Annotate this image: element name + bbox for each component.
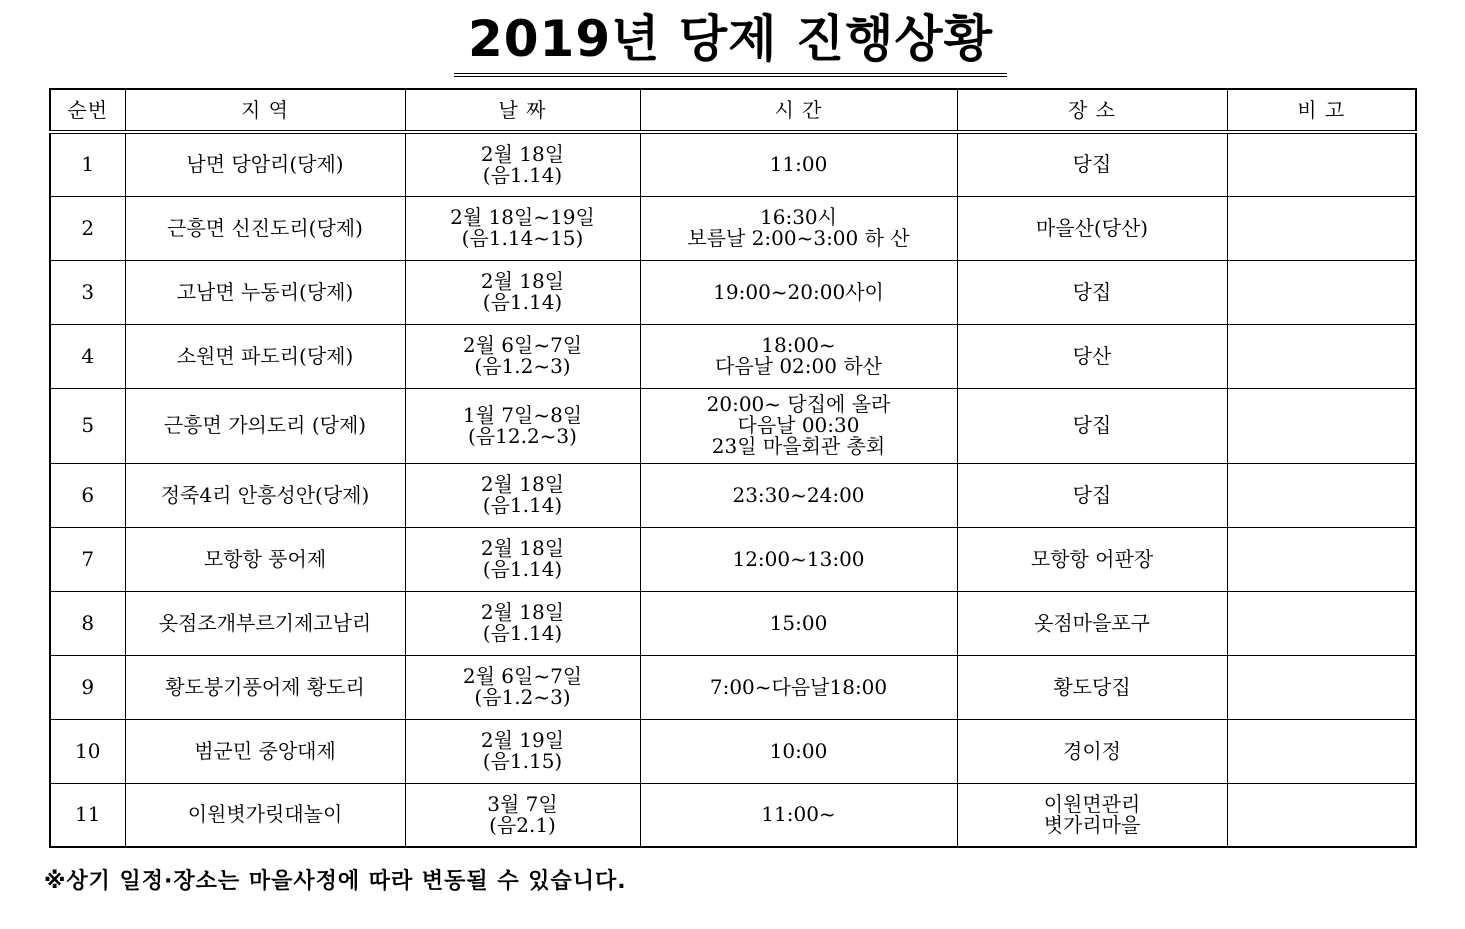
cell-place: 마을산(당산): [957, 196, 1227, 260]
cell-note: [1227, 324, 1416, 388]
cell-note: [1227, 783, 1416, 847]
table-row: [50, 260, 1416, 324]
cell-note: [1227, 591, 1416, 655]
cell-place: 옷점마을포구: [957, 591, 1227, 655]
cell-date: 2월 6일~7일 (음1.2~3): [405, 655, 640, 719]
table-header: [50, 89, 1416, 132]
table-row: [50, 591, 1416, 655]
header-no: 순번: [50, 89, 125, 132]
cell-region: 근흥면 신진도리(당제): [125, 196, 405, 260]
cell-no: 10: [50, 719, 125, 783]
cell-no: 4: [50, 324, 125, 388]
cell-region: 옷점조개부르기제고남리: [125, 591, 405, 655]
cell-place: 경이정: [957, 719, 1227, 783]
cell-place: 당집: [957, 132, 1227, 196]
table-row: [50, 783, 1416, 847]
title-container: [0, 8, 1465, 77]
cell-date: 2월 18일 (음1.14): [405, 260, 640, 324]
cell-date: 2월 18일~19일 (음1.14~15): [405, 196, 640, 260]
cell-time: 16:30시 보름날 2:00~3:00 하 산: [640, 196, 957, 260]
cell-region: 황도붕기풍어제 황도리: [125, 655, 405, 719]
cell-date: 2월 19일 (음1.15): [405, 719, 640, 783]
cell-time: 10:00: [640, 719, 957, 783]
cell-region: 정죽4리 안흥성안(당제): [125, 463, 405, 527]
cell-time: 19:00~20:00사이: [640, 260, 957, 324]
cell-note: [1227, 463, 1416, 527]
table-body: [50, 132, 1416, 847]
cell-no: 1: [50, 132, 125, 196]
header-row: [50, 89, 1416, 132]
table-row: [50, 527, 1416, 591]
cell-no: 2: [50, 196, 125, 260]
cell-no: 6: [50, 463, 125, 527]
cell-region: 남면 당암리(당제): [125, 132, 405, 196]
cell-time: 23:30~24:00: [640, 463, 957, 527]
cell-date: 2월 18일 (음1.14): [405, 463, 640, 527]
table-row: [50, 655, 1416, 719]
header-note: 비 고: [1227, 89, 1416, 132]
cell-no: 3: [50, 260, 125, 324]
cell-place: 당집: [957, 388, 1227, 463]
cell-date: 2월 18일 (음1.14): [405, 591, 640, 655]
cell-date: 3월 7일 (음2.1): [405, 783, 640, 847]
page-title: 2019년 당제 진행상황: [454, 8, 1007, 77]
footnote: ※상기 일정·장소는 마을사정에 따라 변동될 수 있습니다.: [44, 869, 627, 894]
schedule-table: [49, 88, 1417, 848]
cell-time: 11:00~: [640, 783, 957, 847]
cell-region: 모항항 풍어제: [125, 527, 405, 591]
cell-place: 이원면관리 볏가리마을: [957, 783, 1227, 847]
cell-note: [1227, 719, 1416, 783]
table-row: [50, 196, 1416, 260]
cell-note: [1227, 260, 1416, 324]
table-row: [50, 719, 1416, 783]
cell-date: 2월 18일 (음1.14): [405, 132, 640, 196]
cell-note: [1227, 655, 1416, 719]
cell-place: 당집: [957, 260, 1227, 324]
cell-region: 소원면 파도리(당제): [125, 324, 405, 388]
cell-time: 11:00: [640, 132, 957, 196]
cell-date: 2월 6일~7일 (음1.2~3): [405, 324, 640, 388]
cell-no: 5: [50, 388, 125, 463]
header-date: 날 짜: [405, 89, 640, 132]
cell-region: 이원볏가릿대놀이: [125, 783, 405, 847]
cell-time: 12:00~13:00: [640, 527, 957, 591]
cell-region: 근흥면 가의도리 (당제): [125, 388, 405, 463]
cell-note: [1227, 196, 1416, 260]
cell-no: 11: [50, 783, 125, 847]
cell-place: 모항항 어판장: [957, 527, 1227, 591]
cell-region: 범군민 중앙대제: [125, 719, 405, 783]
cell-note: [1227, 527, 1416, 591]
cell-place: 당산: [957, 324, 1227, 388]
header-region: 지 역: [125, 89, 405, 132]
header-place: 장 소: [957, 89, 1227, 132]
cell-date: 1월 7일~8일 (음12.2~3): [405, 388, 640, 463]
header-time: 시 간: [640, 89, 957, 132]
cell-time: 15:00: [640, 591, 957, 655]
cell-time: 7:00~다음날18:00: [640, 655, 957, 719]
cell-place: 황도당집: [957, 655, 1227, 719]
cell-time: 20:00~ 당집에 올라 다음날 00:30 23일 마을회관 총회: [640, 388, 957, 463]
cell-region: 고남면 누동리(당제): [125, 260, 405, 324]
cell-note: [1227, 132, 1416, 196]
cell-note: [1227, 388, 1416, 463]
cell-no: 8: [50, 591, 125, 655]
cell-place: 당집: [957, 463, 1227, 527]
table-row: [50, 388, 1416, 463]
table-row: [50, 324, 1416, 388]
cell-no: 9: [50, 655, 125, 719]
cell-time: 18:00~ 다음날 02:00 하산: [640, 324, 957, 388]
table-row: [50, 132, 1416, 196]
cell-date: 2월 18일 (음1.14): [405, 527, 640, 591]
table-row: [50, 463, 1416, 527]
cell-no: 7: [50, 527, 125, 591]
